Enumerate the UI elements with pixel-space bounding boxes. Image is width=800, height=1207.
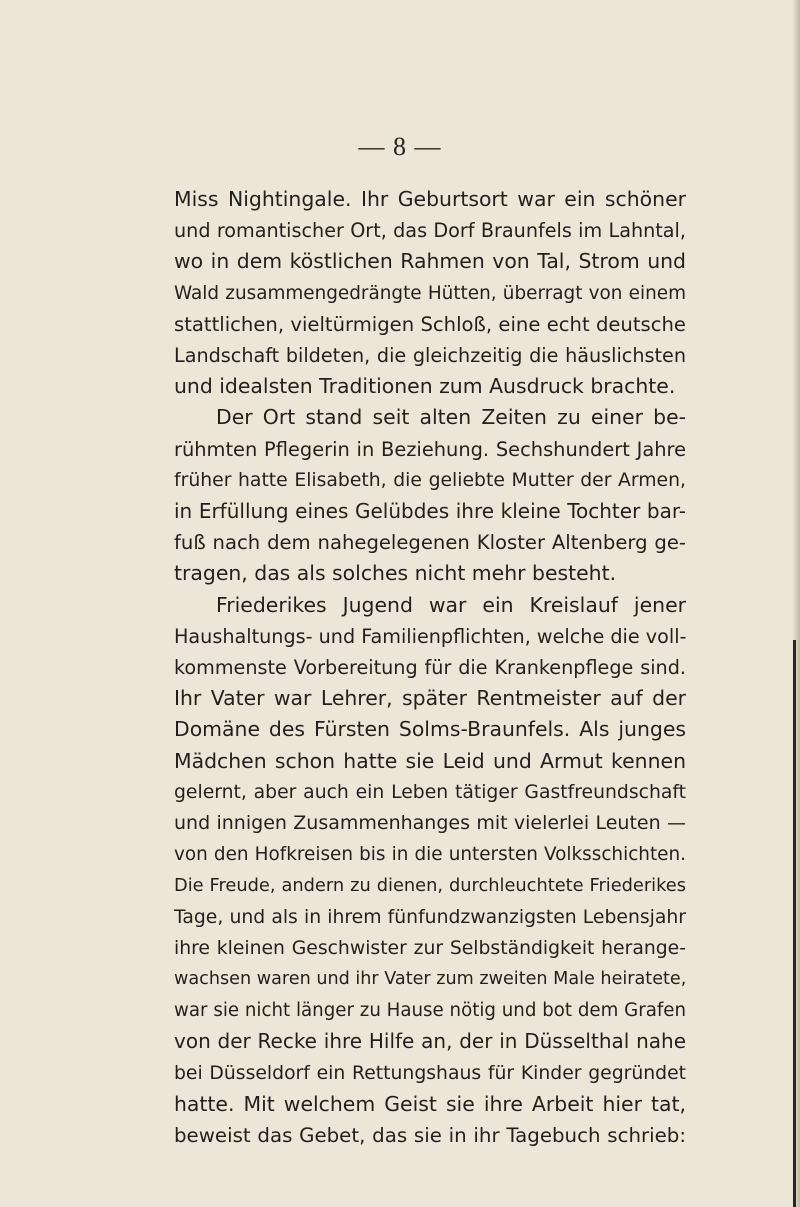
text-line: Landschaft bildeten, die gleichzeitig die häuslichsten [174, 344, 686, 368]
text-line: in Erfüllung eines Gelübdes ihre kleine Tochter bar- [174, 499, 686, 524]
text-line: Tage, und als in ihrem fünfundzwanzigsten Lebensjahr [174, 906, 686, 928]
page-edge-line [793, 640, 796, 1207]
text-line: und romantischer Ort, das Dorf Braunfels im Lahntal, [174, 219, 686, 243]
text-line: Der Ort stand seit alten Zeiten zu einer be- [216, 405, 686, 430]
text-line: kommenste Vorbereitung für die Krankenpflege sind. [174, 656, 686, 680]
text-line: Domäne des Fürsten Solms-Braunfels. Als junges [174, 717, 686, 742]
text-line: bei Düsseldorf ein Rettungshaus für Kinder gegründet [174, 1062, 686, 1084]
text-line: Haushaltungs- und Familienpflichten, welche die voll- [174, 624, 687, 648]
text-line: wachsen waren und ihr Vater zum zweiten Male heiratete, [174, 969, 687, 990]
text-line: von der Recke ihre Hilfe an, der in Düsselthal nahe [174, 1029, 686, 1054]
text-line: von den Hofkreisen bis in die untersten Volksschichten. [174, 844, 686, 866]
text-line: Mädchen schon hatte sie Leid und Armut kennen [174, 748, 686, 773]
text-line: Ihr Vater war Lehrer, später Rentmeister auf der [174, 686, 686, 711]
text-line: rühmten Pflegerin in Beziehung. Sechshundert Jahre [174, 437, 686, 461]
text-line: Friederikes Jugend war ein Kreislauf jener [216, 592, 686, 617]
text-line: war sie nicht länger zu Hause nötig und bot dem Grafen [174, 1000, 686, 1022]
text-line: ihre kleinen Geschwister zur Selbständigkeit herange- [174, 937, 686, 959]
text-line: hatte. Mit welchem Geist sie ihre Arbeit hier tat, [174, 1091, 686, 1116]
text-line: wo in dem köstlichen Rahmen von Tal, Strom und [174, 249, 686, 274]
body-text [174, 184, 686, 1151]
text-line: beweist das Gebet, das sie in ihr Tagebuch schrieb: [174, 1124, 686, 1148]
text-line: Die Freude, andern zu dienen, durchleuchtete Friederikes [174, 875, 686, 897]
text-line: Miss Nightingale. Ihr Geburtsort war ein schöner [174, 187, 686, 211]
text-line: fuß nach dem nahegelegenen Kloster Altenberg ge- [174, 531, 686, 555]
text-line: und innigen Zusammenhanges mit vielerlei Leuten — [174, 812, 686, 835]
page-number: — 8 — [358, 132, 442, 161]
text-line: und idealsten Traditionen zum Ausdruck brachte. [174, 374, 676, 399]
text-line: gelernt, aber auch ein Leben tätiger Gastfreundschaft [174, 781, 686, 803]
text-line: stattlichen, vieltürmigen Schloß, eine echt deutsche [174, 312, 686, 336]
text-line: früher hatte Elisabeth, die geliebte Mutter der Armen, [174, 469, 686, 491]
text-line: tragen, das als solches nicht mehr besteht. [174, 561, 617, 586]
text-line: Wald zusammengedrängte Hütten, überragt von einem [174, 282, 686, 304]
